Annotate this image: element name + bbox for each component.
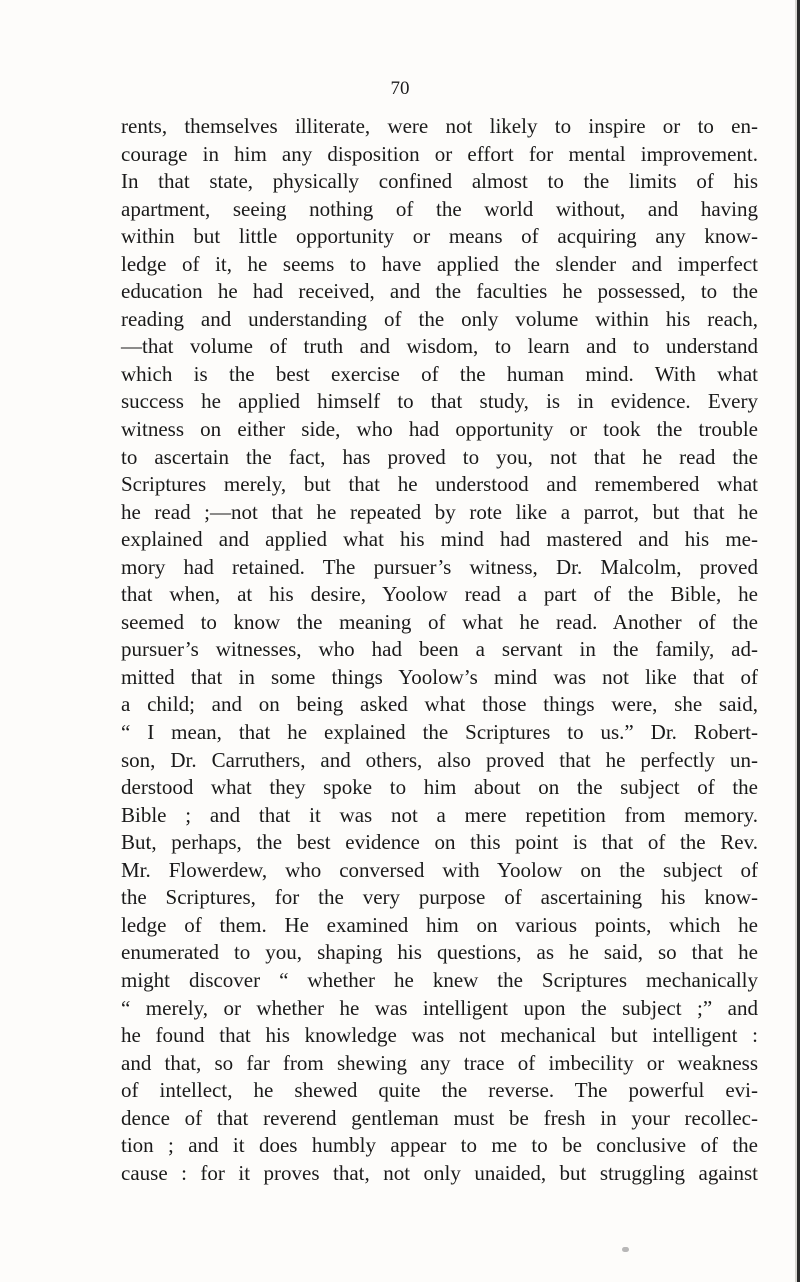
- text-line: enumerated to you, shaping his questions, as he said, so that he: [121, 940, 758, 965]
- text-line: reading and understanding of the only volume within his reach,: [121, 306, 758, 331]
- text-line: witness on either side, who had opportunity or took the trouble: [121, 417, 758, 442]
- text-line: “ I mean, that he explained the Scriptures to us.” Dr. Robert-: [121, 720, 758, 745]
- text-line: explained and applied what his mind had mastered and his me-: [121, 527, 758, 552]
- text-line: success he applied himself to that study, is in evidence. Every: [121, 389, 758, 414]
- text-line: son, Dr. Carruthers, and others, also proved that he perfectly un-: [121, 747, 758, 772]
- text-line: of intellect, he shewed quite the reverse. The powerful evi-: [121, 1078, 758, 1103]
- text-line: ledge of it, he seems to have applied the slender and imperfect: [121, 251, 758, 276]
- text-line: derstood what they spoke to him about on the subject of the: [121, 775, 758, 800]
- text-line: ledge of them. He examined him on various points, which he: [121, 912, 758, 937]
- text-line: mory had retained. The pursuer’s witness, Dr. Malcolm, proved: [121, 554, 758, 579]
- text-line: and that, so far from shewing any trace of imbecility or weakness: [121, 1050, 758, 1075]
- text-line: that when, at his desire, Yoolow read a part of the Bible, he: [121, 582, 758, 607]
- text-line: which is the best exercise of the human mind. With what: [121, 361, 758, 386]
- text-line: courage in him any disposition or effort for mental improvement.: [121, 141, 758, 166]
- ink-smudge: [622, 1247, 629, 1252]
- text-line: dence of that reverend gentleman must be fresh in your recollec-: [121, 1105, 758, 1130]
- text-line: apartment, seeing nothing of the world without, and having: [121, 196, 758, 221]
- text-line: pursuer’s witnesses, who had been a servant in the family, ad-: [121, 637, 758, 662]
- text-line: he found that his knowledge was not mechanical but intelligent :: [121, 1023, 758, 1048]
- text-line: he read ;—not that he repeated by rote like a parrot, but that he: [121, 499, 758, 524]
- text-line: “ merely, or whether he was intelligent upon the subject ;” and: [121, 995, 758, 1020]
- text-line: mitted that in some things Yoolow’s mind was not like that of: [121, 664, 758, 689]
- text-line: —that volume of truth and wisdom, to learn and to understand: [121, 334, 758, 359]
- text-line: the Scriptures, for the very purpose of ascertaining his know-: [121, 885, 758, 910]
- text-line: tion ; and it does humbly appear to me to be conclusive of the: [121, 1133, 758, 1158]
- text-line: seemed to know the meaning of what he read. Another of the: [121, 609, 758, 634]
- text-line: Bible ; and that it was not a mere repetition from memory.: [121, 802, 758, 827]
- text-line: education he had received, and the faculties he possessed, to the: [121, 279, 758, 304]
- text-line: But, perhaps, the best evidence on this point is that of the Rev.: [121, 830, 758, 855]
- text-line: within but little opportunity or means of acquiring any know-: [121, 224, 758, 249]
- page-number: 70: [390, 78, 410, 99]
- text-line: to ascertain the fact, has proved to you, not that he read the: [121, 444, 758, 469]
- body-text: [121, 113, 758, 1187]
- text-line: In that state, physically confined almost to the limits of his: [121, 169, 758, 194]
- text-line: a child; and on being asked what those things were, she said,: [121, 692, 758, 717]
- text-line: cause : for it proves that, not only unaided, but struggling against: [121, 1160, 758, 1185]
- text-line: might discover “ whether he knew the Scriptures mechanically: [121, 967, 758, 992]
- text-line: Mr. Flowerdew, who conversed with Yoolow on the subject of: [121, 857, 758, 882]
- text-line: Scriptures merely, but that he understood and remembered what: [121, 472, 758, 497]
- text-line: rents, themselves illiterate, were not likely to inspire or to en-: [121, 114, 758, 138]
